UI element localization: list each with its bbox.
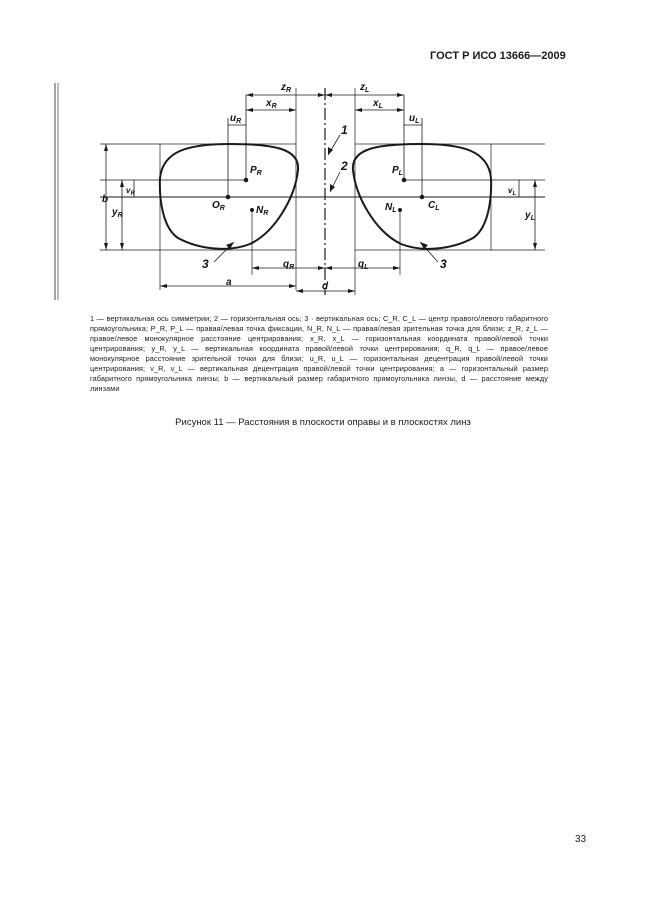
label-yR: $y_R$ xyxy=(112,207,123,219)
label-OR: $O_R$ xyxy=(212,200,225,212)
label-a: a xyxy=(226,277,232,288)
label-PL: $P_L$ xyxy=(392,165,403,177)
label-CL: $C_L$ xyxy=(428,200,440,212)
label-xR: $x_R$ xyxy=(266,98,277,110)
label-qL: $q_L$ xyxy=(358,259,369,271)
point-NR xyxy=(250,208,254,212)
label-b: b xyxy=(102,194,109,205)
label-d: d xyxy=(322,281,329,292)
label-PR: $P_R$ xyxy=(250,165,262,177)
label-uL: $u_L$ xyxy=(409,113,420,125)
label-NR: $N_R$ xyxy=(256,205,269,217)
label-2: 2 xyxy=(341,159,348,173)
label-qR: $q_R$ xyxy=(283,259,295,271)
label-vR: $v_R$ xyxy=(126,186,135,197)
point-OR xyxy=(226,195,231,200)
label-3-right: 3 xyxy=(202,257,209,271)
point-PR xyxy=(244,178,249,183)
page-number: 33 xyxy=(575,834,587,845)
label-xL: $x_L$ xyxy=(373,98,383,110)
label-vL: $v_L$ xyxy=(508,186,517,197)
label-yL: $y_L$ xyxy=(525,210,535,222)
label-NL: $N_L$ xyxy=(385,202,397,214)
legend-text: 1 — вертикальная ось симметрии; 2 — горизонтальная ось; 3 · вертикальная ось; C_R, C_L — центр правого/левого габаритного прямоугольника; P_R, P_L — правая/левая точка фиксации, N_R, N_L — правая/левая зрительная точка для близи; z_R, z_L — правое/левое монокулярное расстояние центрирования; x_R, x_L — горизонтальная координата правой/левой точки центрирования; y_R, y_L — вертикальная координата правой/левой точки центрирования; q_R, q_L — правое/левое монокулярное расстояние зрительной точки для близи; u_R, u_L — горизонтальная децентрация правой/левой точки центрирования; v_R, v_L — вертикальная децентрация правой/левой точки центрирования; a — горизонтальный размер габаритного прямоугольника линзы; b — вертикальный размер габаритного прямоугольника линзы, d — расстояние между линзами xyxy=(90,314,548,393)
label-zL: $z_L$ xyxy=(360,82,370,94)
figure-legend xyxy=(90,314,548,394)
point-PL xyxy=(402,178,407,183)
point-CL xyxy=(420,195,425,200)
label-3-left: 3 xyxy=(440,257,447,271)
point-NL xyxy=(398,208,402,212)
label-1: 1 xyxy=(341,123,348,137)
label-uR: $u_R$ xyxy=(230,113,242,125)
document-header: ГОСТ Р ИСО 13666—2009 xyxy=(430,50,566,62)
figure-title: Рисунок 11 — Расстояния в плоскости оправы и в плоскостях линз xyxy=(175,417,471,428)
label-zR: $z_R$ xyxy=(281,82,292,94)
